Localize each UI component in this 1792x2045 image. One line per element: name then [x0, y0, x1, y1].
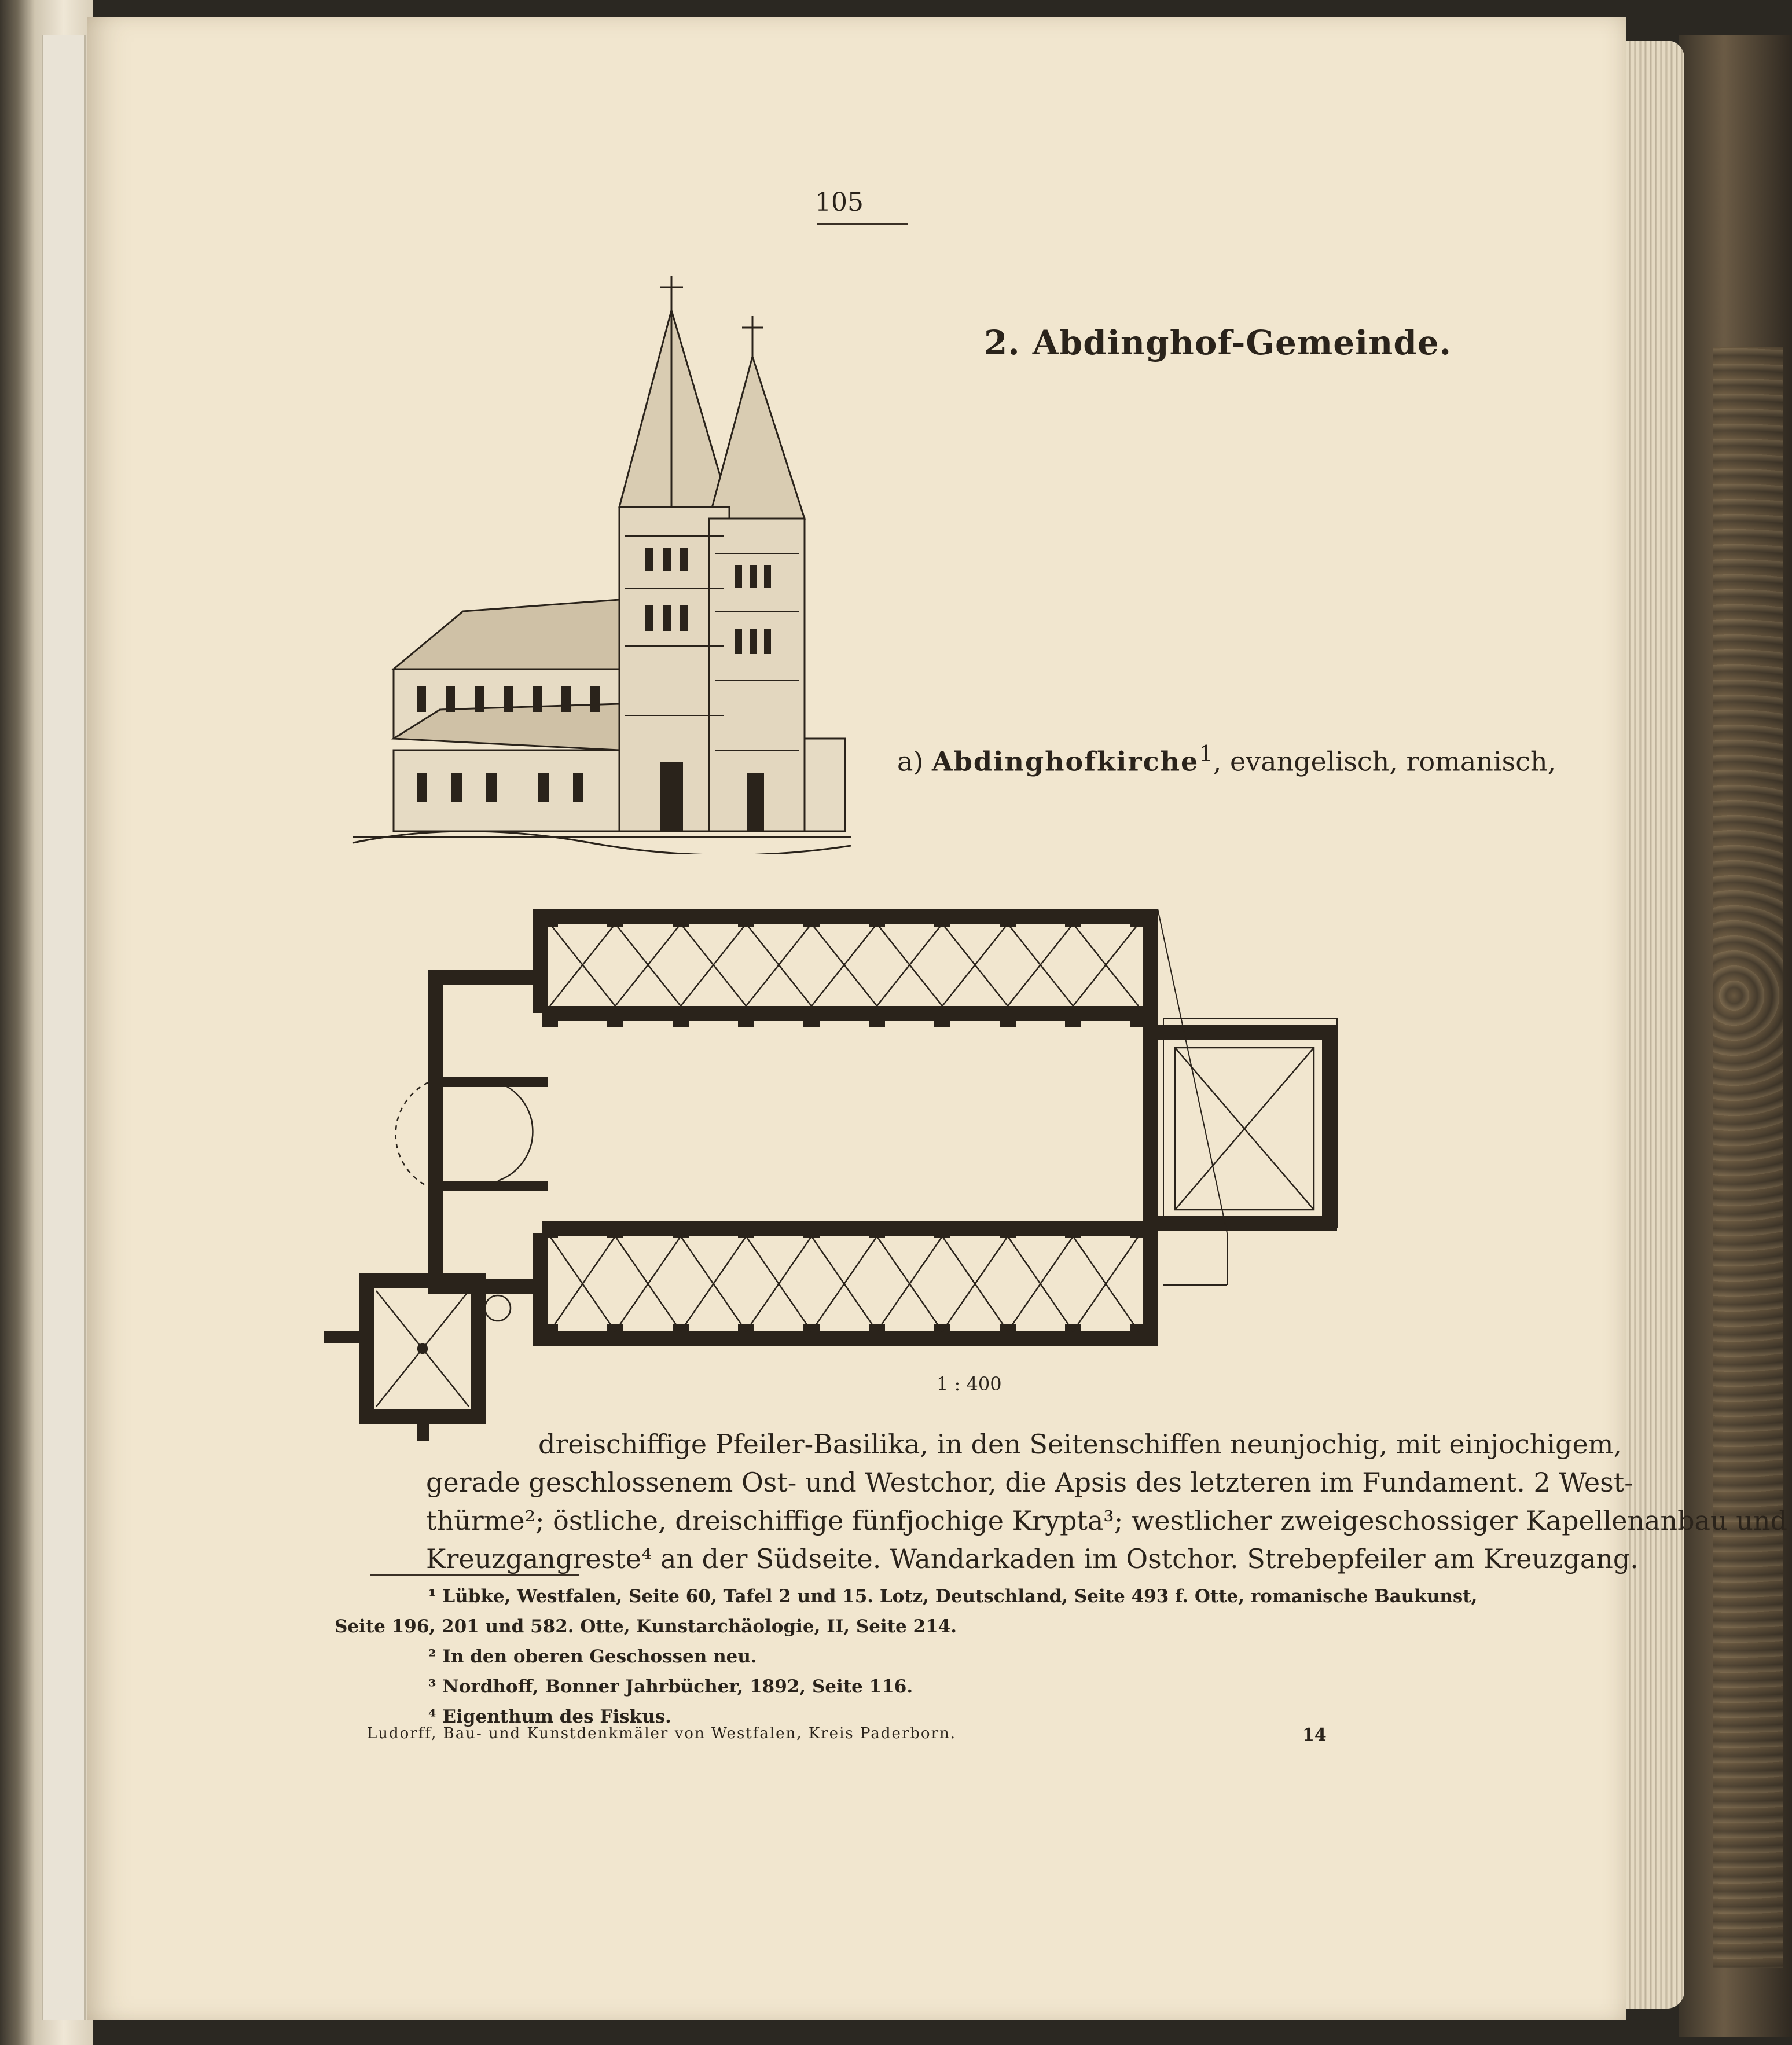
footnote-1: ¹ Lübke, Westfalen, Seite 60, Tafel 2 und 15. Lotz, Deutschland, Seite 493 f. Otte, romanische Baukunst, — [428, 1586, 1478, 1607]
body-line-2: gerade geschlossenem Ost- und Westchor, die Apsis des letzteren im Fundament. 2 West- — [426, 1467, 1633, 1498]
page-edges — [1621, 41, 1684, 2009]
footnote-2: ² In den oberen Geschossen neu. — [428, 1646, 757, 1667]
church-caption — [897, 741, 1556, 777]
church-illustration — [347, 264, 857, 854]
footnote-1-continued: Seite 196, 201 und 582. Otte, Kunstarchäologie, II, Seite 214. — [335, 1616, 957, 1637]
caption-note-ref: 1 — [1199, 741, 1213, 767]
page-number-rule — [817, 223, 908, 225]
page-number: 105 — [815, 188, 864, 217]
caption-rest: , evangelisch, romanisch, — [1213, 746, 1556, 777]
sheet-number: 14 — [1302, 1725, 1327, 1745]
caption-prefix: a) — [897, 746, 924, 777]
church-name: Abdinghofkirche — [932, 746, 1199, 777]
floor-plan — [324, 909, 1389, 1441]
footnote-rule — [370, 1574, 579, 1576]
binding-strip — [42, 35, 86, 2020]
footnote-4: ⁴ Eigenthum des Fiskus. — [428, 1706, 671, 1727]
body-line-1: dreischiffige Pfeiler-Basilika, in den Seitenschiffen neunjochig, mit einjochigem, — [538, 1429, 1622, 1460]
cover-marbling — [1713, 347, 1783, 1968]
imprint: Ludorff, Bau- und Kunstdenkmäler von Westfalen, Kreis Paderborn. — [367, 1725, 957, 1742]
body-line-3: thürme²; östliche, dreischiffige fünfjochige Krypta³; westlicher zweigeschossiger Kapellenanbau und — [426, 1505, 1787, 1536]
section-heading: 2. Abdinghof-Gemeinde. — [984, 323, 1452, 362]
body-line-4: Kreuzgangreste⁴ an der Südseite. Wandarkaden im Ostchor. Strebepfeiler am Kreuzgang. — [426, 1543, 1639, 1574]
footnote-3: ³ Nordhoff, Bonner Jahrbücher, 1892, Seite 116. — [428, 1676, 913, 1697]
scale-label: 1 : 400 — [937, 1373, 1002, 1395]
